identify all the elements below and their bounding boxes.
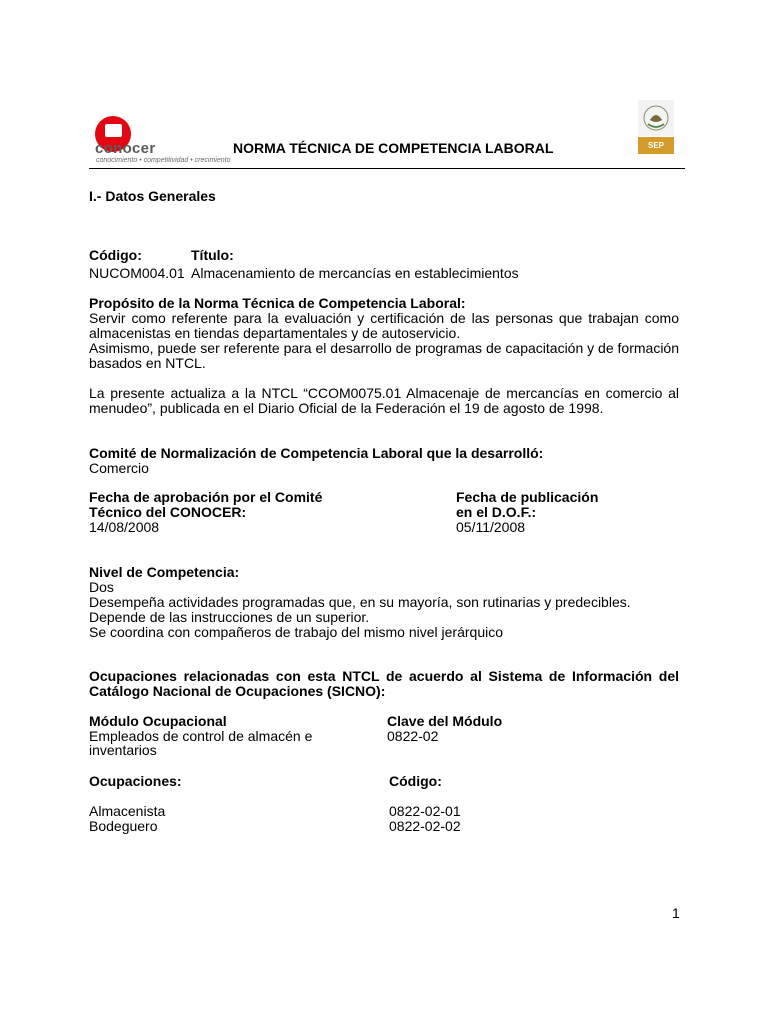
- codigo-value: NUCOM004.01: [89, 265, 185, 281]
- fecha-aprobacion-label-1: Fecha de aprobación por el Comité: [89, 489, 323, 505]
- nivel-label: Nivel de Competencia:: [89, 564, 240, 580]
- proposito-paragraph-2: Asimismo, puede ser referente para el desarrollo de programas de capacitación y de formación basados en NTCL.: [89, 340, 679, 371]
- modulo-value-2: inventarios: [89, 742, 157, 758]
- ocupaciones-label: Ocupaciones:: [89, 773, 182, 789]
- proposito-paragraph-3: La presente actualiza a la NTCL “CCOM0075.01 Almacenaje de mercancías en comercio al menudeo”, publicada en el Diario Oficial de la Federación el 19 de agosto de 1998.: [89, 385, 679, 416]
- fecha-aprobacion-label-2: Técnico del CONOCER:: [89, 504, 247, 520]
- fecha-aprobacion-value: 14/08/2008: [89, 519, 160, 535]
- comite-label: Comité de Normalización de Competencia Laboral que la desarrolló:: [89, 445, 544, 461]
- header-divider: [89, 168, 685, 169]
- nivel-description-2: Depende de las instrucciones de un superior.: [89, 609, 370, 625]
- nivel-description-3: Se coordina con compañeros de trabajo del mismo nivel jerárquico: [89, 624, 503, 640]
- modulo-value-1: Empleados de control de almacén e: [89, 728, 313, 744]
- codigo-label: Código:: [89, 247, 142, 263]
- conocer-logo-tagline: conocimiento • competitividad • crecimiento: [96, 157, 231, 164]
- proposito-paragraph-1: Servir como referente para la evaluación y certificación de las personas que trabajan como almacenistas en tiendas departamentales y de autoservicio.: [89, 310, 679, 341]
- document-title: NORMA TÉCNICA DE COMPETENCIA LABORAL: [233, 140, 554, 156]
- sep-logo: [638, 100, 674, 155]
- titulo-value: Almacenamiento de mercancías en establecimientos: [191, 265, 519, 281]
- comite-value: Comercio: [89, 460, 149, 476]
- fecha-publicacion-value: 05/11/2008: [456, 519, 526, 535]
- proposito-label: Propósito de la Norma Técnica de Competencia Laboral:: [89, 295, 466, 311]
- conocer-logo-text: conocer: [95, 140, 156, 157]
- nivel-value: Dos: [89, 579, 114, 595]
- ocupaciones-intro: Ocupaciones relacionadas con esta NTCL de acuerdo al Sistema de Información del Catálogo Nacional de Ocupaciones (SICNO):: [89, 668, 679, 699]
- page-number: 1: [672, 905, 680, 921]
- titulo-label: Título:: [191, 247, 234, 263]
- section-title: I.- Datos Generales: [89, 188, 216, 204]
- mexico-emblem-icon: [638, 100, 674, 136]
- occupation-code: 0822-02-01: [389, 803, 461, 819]
- codigo-ocupacion-label: Código:: [389, 773, 442, 789]
- modulo-label: Módulo Ocupacional: [89, 713, 227, 729]
- clave-label: Clave del Módulo: [387, 713, 503, 729]
- clave-value: 0822-02: [387, 728, 439, 744]
- conocer-logo-mark-inner: [105, 124, 122, 137]
- fecha-publicacion-label-2: en el D.O.F.:: [456, 504, 537, 520]
- occupation-name: Bodeguero: [89, 818, 158, 834]
- sep-label: SEP: [638, 137, 674, 154]
- nivel-description-1: Desempeña actividades programadas que, en su mayoría, son rutinarias y predecibles.: [89, 594, 631, 610]
- fecha-publicacion-label-1: Fecha de publicación: [456, 489, 599, 505]
- occupation-name: Almacenista: [89, 803, 166, 819]
- occupation-code: 0822-02-02: [389, 818, 461, 834]
